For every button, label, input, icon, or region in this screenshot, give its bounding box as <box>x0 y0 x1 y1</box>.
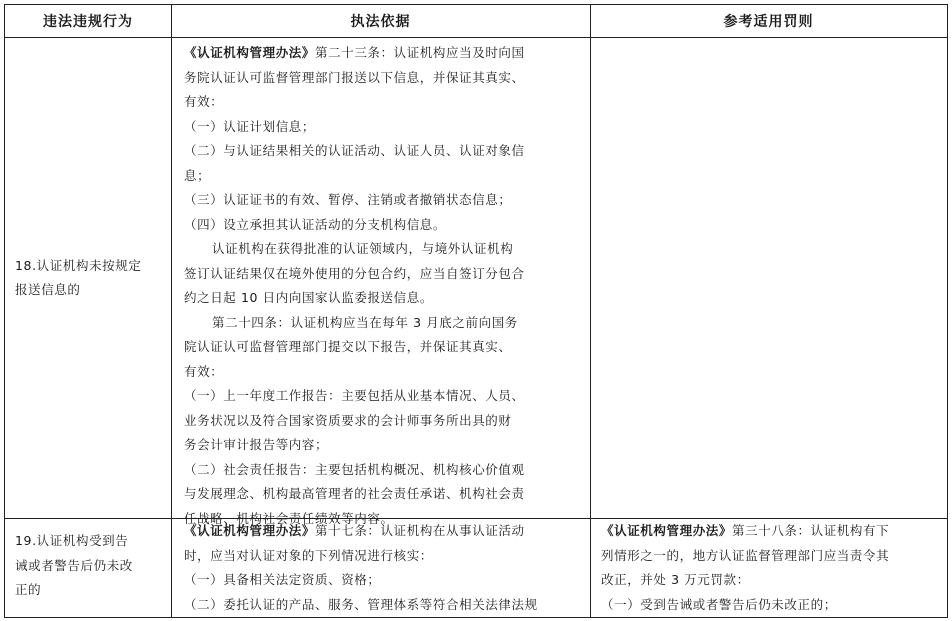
row18-legal-basis <box>184 41 584 531</box>
regulation-title: 《认证机构管理办法》 <box>184 45 316 60</box>
clause-text: 院认证认可监督管理部门提交以下报告，并保证其真实、 <box>184 339 512 354</box>
clause-text: 第二十四条：认证机构应当在每年 3 月底之前向国务 <box>212 314 518 330</box>
clause-text: （二）委托认证的产品、服务、管理体系等符合相关法律法规 <box>184 596 538 612</box>
regulation-title: 《认证机构管理办法》 <box>601 523 733 538</box>
header-legal-basis: 执法依据 <box>350 13 411 30</box>
clause-text: 第二十三条：认证机构应当及时向国 <box>315 45 525 60</box>
violation-text: 报送信息的 <box>15 282 81 297</box>
clause-text: （一）受到告诫或者警告后仍未改正的； <box>601 596 837 612</box>
clause-text: 务会计审计报告等内容； <box>184 437 329 452</box>
clause-text: （一）具备相关法定资质、资格； <box>184 572 381 587</box>
clause-text: （一）认证计划信息； <box>184 118 316 134</box>
clause-text: 务院认证认可监督管理部门报送以下信息，并保证其真实、 <box>184 69 525 85</box>
regulation-table <box>4 4 948 618</box>
violation-text: 诫或者警告后仍未改 <box>15 557 133 573</box>
clause-text: 任战略、机构社会责任绩效等内容。 <box>184 510 394 526</box>
clause-text: 业务状况以及符合国家资质要求的会计师事务所出具的财 <box>184 412 512 428</box>
clause-text: 与发展理念、机构最高管理者的社会责任承诺、机构社会责 <box>184 486 525 501</box>
clause-text: 签订认证结果仅在境外使用的分包合约，应当自签订分包合 <box>184 265 525 281</box>
row19-penalty <box>601 519 945 617</box>
clause-text: 息； <box>184 167 211 183</box>
clause-text: 第三十八条：认证机构有下 <box>732 523 890 538</box>
clause-text: 有效： <box>184 363 224 379</box>
regulation-title: 《认证机构管理办法》 <box>184 523 316 538</box>
clause-text: （二）社会责任报告：主要包括机构概况、机构核心价值观 <box>184 461 525 477</box>
violation-text: 正的 <box>15 582 42 597</box>
column-divider <box>171 5 172 617</box>
clause-text: 认证机构在获得批准的认证领域内，与境外认证机构 <box>212 241 514 256</box>
clause-text: （三）认证证书的有效、暂停、注销或者撤销状态信息； <box>184 192 512 207</box>
clause-text: 约之日起 10 日内向国家认监委报送信息。 <box>184 290 433 305</box>
row19-violation <box>9 529 167 603</box>
header-penalty: 参考适用罚则 <box>723 13 814 30</box>
clause-text: 时，应当对认证对象的下列情况进行核实： <box>184 547 433 563</box>
column-divider <box>590 5 591 617</box>
clause-text: 有效： <box>184 94 224 109</box>
clause-text: （四）设立承担其认证活动的分支机构信息。 <box>184 216 447 232</box>
row18-violation <box>9 38 167 518</box>
clause-text: 第十七条：认证机构在从事认证活动 <box>315 523 525 538</box>
violation-text: 18.认证机构未按规定 <box>15 257 142 273</box>
header-violation: 违法违规行为 <box>43 13 133 30</box>
clause-text: （二）与认证结果相关的认证活动、认证人员、认证对象信 <box>184 143 525 158</box>
clause-text: （一）上一年度工作报告：主要包括从业基本情况、人员、 <box>184 388 525 403</box>
clause-text: 列情形之一的，地方认证监督管理部门应当责令其 <box>601 547 890 563</box>
violation-text: 19.认证机构受到告 <box>15 533 129 548</box>
clause-text: 改正，并处 3 万元罚款： <box>601 572 750 587</box>
row19-legal-basis <box>184 519 584 617</box>
